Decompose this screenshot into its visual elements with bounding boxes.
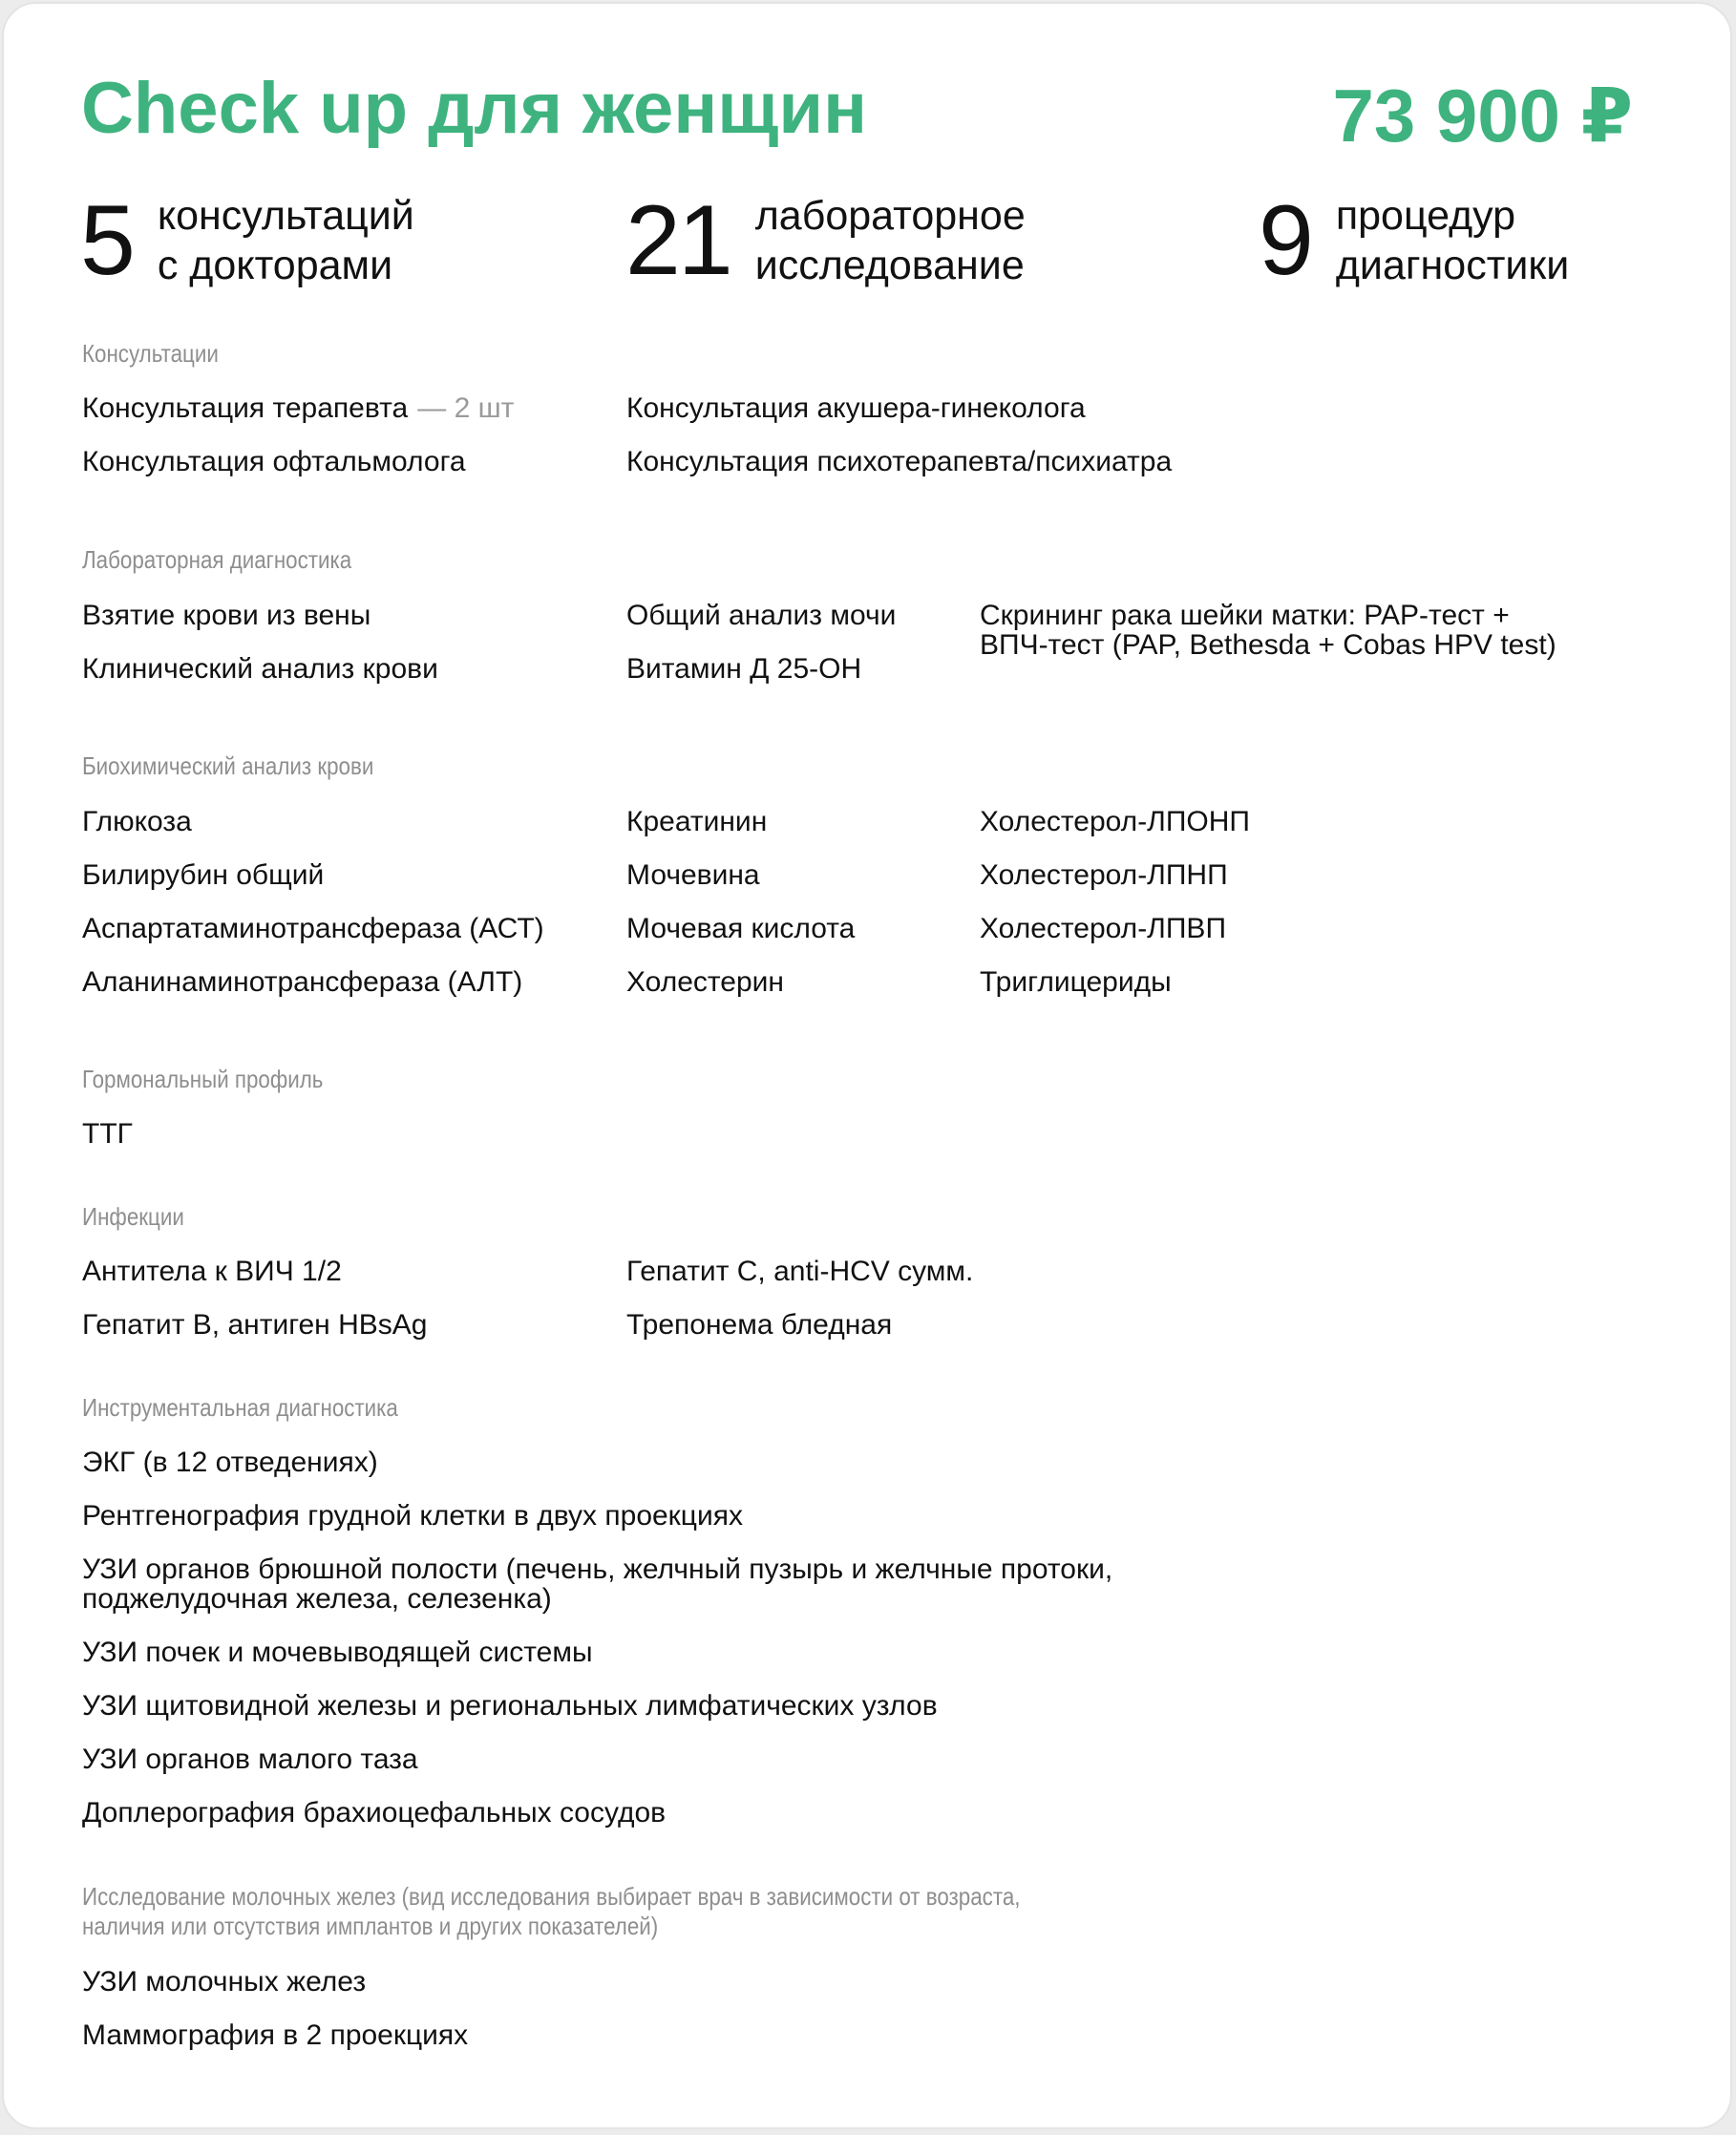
- list-item: Доплерография брахиоцефальных сосудов: [82, 1797, 667, 1828]
- stat-caption: [158, 191, 414, 290]
- list-item: [82, 392, 514, 425]
- list-item: Холестерол-ЛПОНП: [980, 806, 1250, 837]
- list-item: Витамин Д 25-ОН: [626, 653, 862, 685]
- list-item: Холестерол-ЛПВП: [980, 913, 1227, 944]
- section-label-breast: Исследование молочных желез (вид исследования выбирает врач в зависимости от возраста,: [82, 1882, 1021, 1911]
- list-item: Взятие крови из вены: [82, 600, 371, 631]
- list-item: поджелудочная железа, селезенка): [82, 1583, 552, 1615]
- stat-consultations: [80, 185, 414, 296]
- stat-number: 9: [1259, 185, 1311, 296]
- list-item: УЗИ щитовидной железы и региональных лимфатических узлов: [82, 1690, 938, 1722]
- list-item: УЗИ органов брюшной полости (печень, желчный пузырь и желчные протоки,: [82, 1554, 1113, 1585]
- stat-lab-tests: [625, 185, 1026, 296]
- list-item: Клинический анализ крови: [82, 653, 438, 685]
- stat-caption-line: консультаций: [157, 193, 414, 239]
- list-item: Антитела к ВИЧ 1/2: [82, 1256, 342, 1287]
- quantity-note: — 2 шт: [417, 392, 515, 424]
- list-item: Глюкоза: [82, 806, 192, 837]
- stat-diagnostics: [1259, 185, 1570, 296]
- list-item: УЗИ органов малого таза: [82, 1744, 418, 1775]
- list-item: Мочевая кислота: [626, 913, 856, 944]
- price: 73 900 ₽: [1332, 74, 1633, 158]
- section-label-hormonal: Гормональный профиль: [82, 1065, 324, 1093]
- list-item: Гепатит В, антиген HBsAg: [82, 1309, 428, 1341]
- list-item: Скрининг рака шейки матки: PAP-тест +: [980, 600, 1510, 631]
- list-item: Креатинин: [626, 806, 768, 837]
- list-item: Мочевина: [626, 859, 760, 891]
- section-label-consultations: Консультации: [82, 339, 219, 368]
- list-item: Общий анализ мочи: [626, 600, 897, 631]
- stat-caption: [755, 191, 1026, 290]
- stat-caption-line: процедур: [1335, 193, 1516, 239]
- section-label-infections: Инфекции: [82, 1202, 184, 1231]
- list-item: Аспартатаминотрансфераза (АСТ): [82, 913, 544, 944]
- list-item: УЗИ молочных желез: [82, 1966, 367, 1998]
- list-item: Холестерол-ЛПНП: [980, 859, 1228, 891]
- list-item: ВПЧ-тест (PAP, Bethesda + Cobas HPV test): [980, 629, 1556, 661]
- list-item: Билирубин общий: [82, 859, 325, 891]
- list-item: Триглицериды: [980, 966, 1172, 998]
- list-item: Трепонема бледная: [626, 1309, 893, 1341]
- list-item: Маммография в 2 проекциях: [82, 2019, 469, 2051]
- stat-number: 21: [625, 185, 730, 296]
- list-item: Гепатит С, anti-HCV сумм.: [626, 1256, 974, 1287]
- list-item: ТТГ: [82, 1118, 133, 1150]
- section-label-lab: Лабораторная диагностика: [82, 545, 352, 574]
- list-item: Аланинаминотрансфераза (АЛТ): [82, 966, 523, 998]
- section-label-instrumental: Инструментальная диагностика: [82, 1393, 398, 1422]
- section-label-breast-line2: наличия или отсутствия имплантов и других показателей): [82, 1912, 659, 1940]
- stat-caption-line: исследование: [754, 243, 1025, 288]
- stat-caption-line: с докторами: [157, 243, 393, 288]
- section-label-biochem: Биохимический анализ крови: [82, 751, 374, 780]
- list-item: Рентгенография грудной клетки в двух проекциях: [82, 1500, 743, 1532]
- list-item: ЭКГ (в 12 отведениях): [82, 1447, 378, 1478]
- stat-caption-line: лабораторное: [754, 193, 1026, 239]
- page-title: Check up для женщин: [81, 68, 867, 149]
- item-text: Консультация терапевта: [82, 392, 409, 424]
- list-item: УЗИ почек и мочевыводящей системы: [82, 1637, 593, 1668]
- stat-caption: [1336, 191, 1569, 290]
- stat-number: 5: [80, 185, 133, 296]
- list-item: Консультация психотерапевта/психиатра: [626, 446, 1173, 477]
- list-item: Холестерин: [626, 966, 784, 998]
- list-item: Консультация акушера-гинеколога: [626, 392, 1086, 424]
- stat-caption-line: диагностики: [1335, 243, 1570, 288]
- checkup-card: [2, 2, 1732, 2129]
- list-item: Консультация офтальмолога: [82, 446, 466, 477]
